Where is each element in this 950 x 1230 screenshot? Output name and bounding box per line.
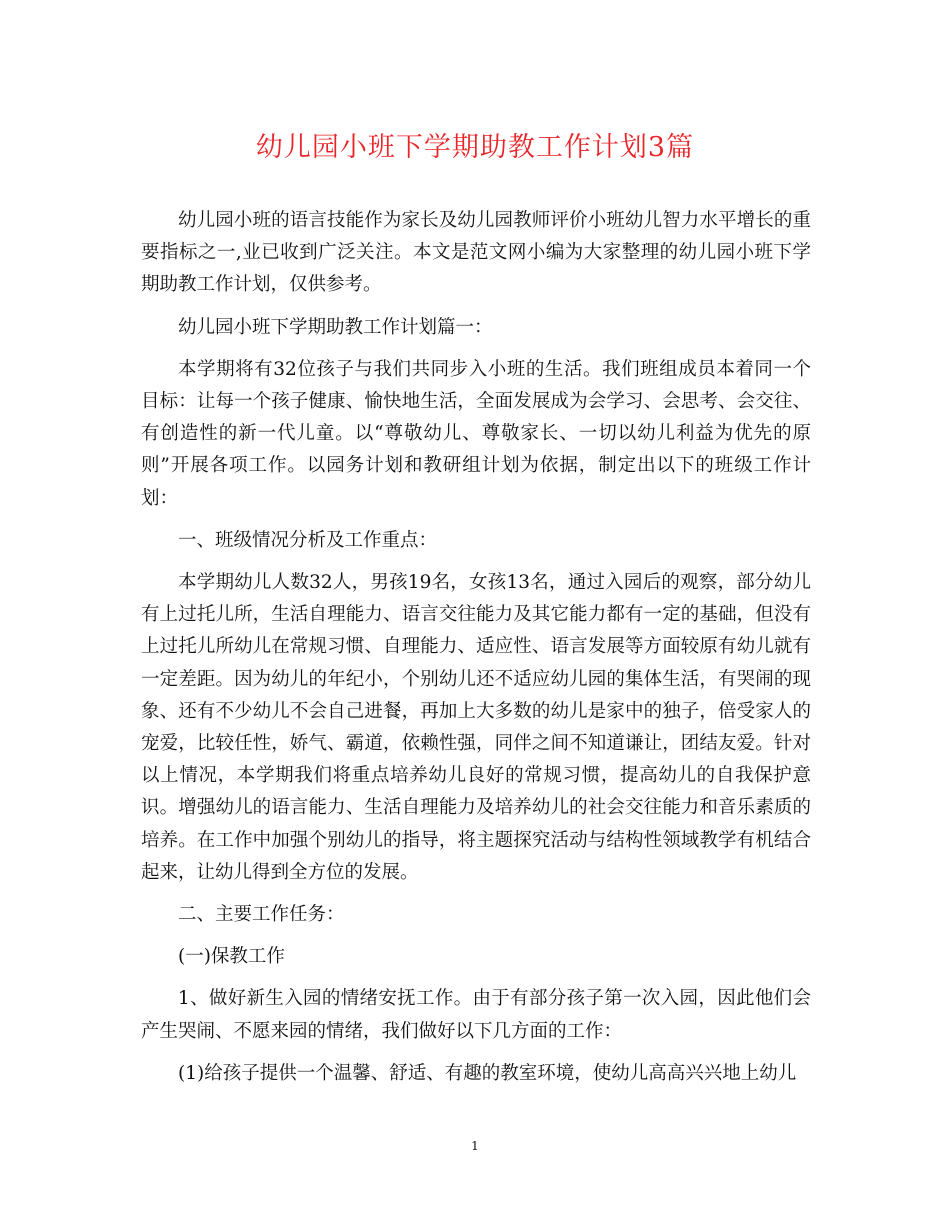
- section-heading-class-analysis: 一、班级情况分析及工作重点：: [178, 529, 438, 551]
- paragraph-intro: 幼儿园小班的语言技能作为家长及幼儿园教师评价小班幼儿智力水平增长的重要指标之一,业已收到广泛关注。本文是范文网小编为大家整理的幼儿园小班下学期助教工作计划，仅供参考。: [141, 210, 811, 296]
- document-title: 幼儿园小班下学期助教工作计划3篇: [255, 132, 695, 163]
- document-body: [141, 205, 811, 1100]
- paragraph-part-one-heading: 幼儿园小班下学期助教工作计划篇一：: [178, 316, 493, 338]
- paragraph-class-analysis: 本学期幼儿人数32人，男孩19名，女孩13名，通过入园后的观察，部分幼儿有上过托儿所，生活自理能力、语言交往能力及其它能力都有一定的基础，但没有上过托儿所幼儿在常规习惯、自理能力、适应性、语言发展等方面较原有幼儿就有一定差距。因为幼儿的年纪小，个别幼儿还不适应幼儿园的集体生活，有哭闹的现象、还有不少幼儿不会自己进餐，再加上大多数的幼儿是家中的独子，倍受家人的宠爱，比较任性，娇气、霸道，依赖性强，同伴之间不知道谦让，团结友爱。针对以上情况，本学期我们将重点培养幼儿良好的常规习惯，提高幼儿的自我保护意识。增强幼儿的语言能力、生活自理能力及培养幼儿的社会交往能力和音乐素质的培养。在工作中加强个别幼儿的指导，将主题探究活动与结构性领域教学有机结合起来，让幼儿得到全方位的发展。: [141, 572, 811, 883]
- section-heading-main-tasks: 二、主要工作任务：: [178, 904, 345, 926]
- paragraph-task-one: 1、做好新生入园的情绪安抚工作。由于有部分孩子第一次入园，因此他们会产生哭闹、不愿来园的情绪，我们做好以下几方面的工作：: [141, 988, 811, 1042]
- subsection-heading-care-education: (一)保教工作: [178, 946, 285, 968]
- paragraph-semester-goal: 本学期将有32位孩子与我们共同步入小班的生活。我们班组成员本着同一个目标：让每一个孩子健康、愉快地生活，全面发展成为会学习、会思考、会交往、有创造性的新一代儿童。以“尊敬幼儿、尊敬家长、一切以幼儿利益为优先的原则”开展各项工作。以园务计划和教研组计划为依据，制定出以下的班级工作计划：: [141, 358, 811, 509]
- page-number: 1: [471, 1139, 479, 1153]
- paragraph-task-one-item-one: (1)给孩子提供一个温馨、舒适、有趣的教室环境，使幼儿高高兴兴地上幼儿: [178, 1062, 797, 1084]
